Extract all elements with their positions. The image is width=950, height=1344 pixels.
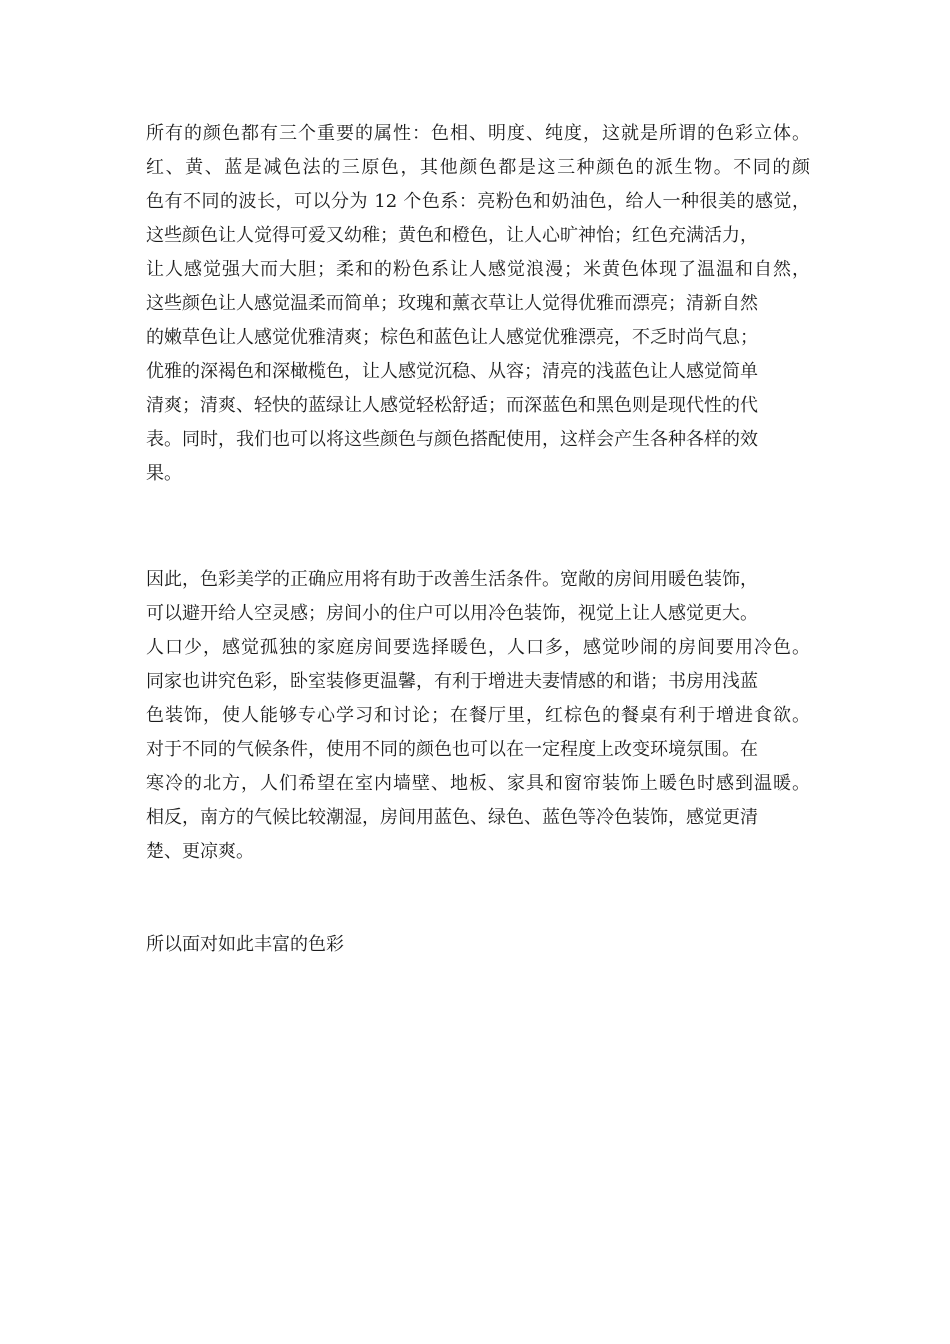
- paragraph-line: 所以面对如此丰富的色彩: [146, 934, 344, 955]
- paragraph-line: 清爽；清爽、轻快的蓝绿让人感觉轻松舒适；而深蓝色和黑色则是现代性的代: [146, 395, 758, 416]
- paragraph-line: 优雅的深褐色和深橄榄色，让人感觉沉稳、从容；清亮的浅蓝色让人感觉简单: [146, 361, 758, 382]
- paragraph-line: 让人感觉强大而大胆；柔和的粉色系让人感觉浪漫；米黄色体现了温温和自然，: [146, 259, 810, 280]
- paragraph-line: 寒冷的北方，人们希望在室内墙壁、地板、家具和窗帘装饰上暖色时感到温暖。: [146, 773, 810, 794]
- paragraph-line: 色装饰，使人能够专心学习和讨论；在餐厅里，红棕色的餐桌有利于增进食欲。: [146, 705, 810, 726]
- paragraph-color-attributes: [146, 117, 810, 491]
- paragraph-line: 同家也讲究色彩，卧室装修更温馨，有利于增进夫妻情感的和谐；书房用浅蓝: [146, 671, 758, 692]
- paragraph-line: 的嫩草色让人感觉优雅清爽；棕色和蓝色让人感觉优雅漂亮，不乏时尚气息；: [146, 327, 758, 348]
- paragraph-closing: [146, 928, 810, 962]
- paragraph-line: 这些颜色让人感觉温柔而简单；玫瑰和薰衣草让人觉得优雅而漂亮；清新自然: [146, 293, 758, 314]
- paragraph-line: 表。同时，我们也可以将这些颜色与颜色搭配使用，这样会产生各种各样的效: [146, 429, 758, 450]
- paragraph-line: 果。: [146, 463, 182, 484]
- paragraph-line: 对于不同的气候条件，使用不同的颜色也可以在一定程度上改变环境氛围。在: [146, 739, 758, 760]
- paragraph-line: 这些颜色让人觉得可爱又幼稚；黄色和橙色，让人心旷神怡；红色充满活力，: [146, 225, 758, 246]
- paragraph-line: 可以避开给人空灵感；房间小的住户可以用冷色装饰，视觉上让人感觉更大。: [146, 603, 758, 624]
- paragraph-color-aesthetics: [146, 563, 810, 869]
- paragraph-line: 色有不同的波长，可以分为 12 个色系：亮粉色和奶油色，给人一种很美的感觉，: [146, 191, 810, 212]
- paragraph-line: 相反，南方的气候比较潮湿，房间用蓝色、绿色、蓝色等冷色装饰，感觉更清: [146, 807, 758, 828]
- paragraph-line: 人口少，感觉孤独的家庭房间要选择暖色，人口多，感觉吵闹的房间要用冷色。: [146, 637, 810, 658]
- paragraph-line: 所有的颜色都有三个重要的属性：色相、明度、纯度，这就是所谓的色彩立体。: [146, 123, 810, 144]
- paragraph-line: 楚、更凉爽。: [146, 841, 254, 862]
- paragraph-line: 因此，色彩美学的正确应用将有助于改善生活条件。宽敞的房间用暖色装饰，: [146, 569, 758, 590]
- paragraph-line: 红、黄、蓝是减色法的三原色，其他颜色都是这三种颜色的派生物。不同的颜: [146, 157, 810, 178]
